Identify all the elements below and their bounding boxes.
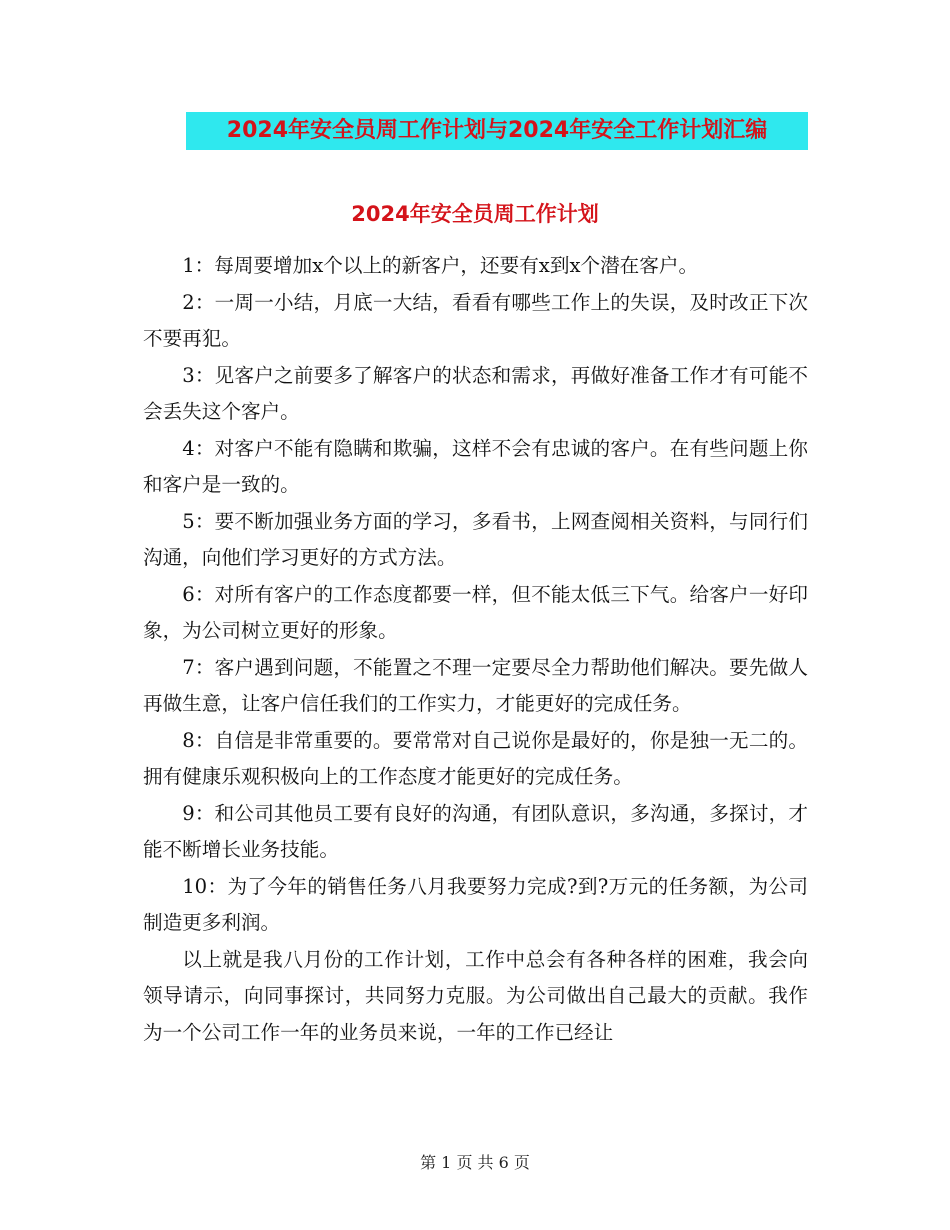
paragraph-summary: 以上就是我八月份的工作计划，工作中总会有各种各样的困难，我会向领导请示，向同事探讨，共同努力克服。为公司做出自己最大的贡献。我作为一个公司工作一年的业务员来说，一年的工作已经让 xyxy=(143,947,808,1044)
paragraph-1: 1：每周要增加x个以上的新客户，还要有x到x个潜在客户。 xyxy=(182,254,699,277)
document-title: 2024年安全员周工作计划与2024年安全工作计划汇编 xyxy=(186,112,808,150)
page-number-footer: 第 1 页 共 6 页 xyxy=(420,1153,530,1172)
paragraph-4: 4：对客户不能有隐瞒和欺骗，这样不会有忠诚的客户。在有些问题上你和客户是一致的。 xyxy=(143,436,808,496)
body-content xyxy=(143,248,808,1051)
paragraph-2: 2：一周一小结，月底一大结，看看有哪些工作上的失误，及时改正下次不要再犯。 xyxy=(143,290,808,350)
paragraph-8: 8：自信是非常重要的。要常常对自己说你是最好的，你是独一无二的。拥有健康乐观积极向上的工作态度才能更好的完成任务。 xyxy=(143,728,808,788)
paragraph-5: 5：要不断加强业务方面的学习，多看书，上网查阅相关资料，与同行们沟通，向他们学习更好的方式方法。 xyxy=(143,509,808,569)
section-title: 2024年安全员周工作计划 xyxy=(351,202,599,226)
paragraph-7: 7：客户遇到问题，不能置之不理一定要尽全力帮助他们解决。要先做人再做生意，让客户信任我们的工作实力，才能更好的完成任务。 xyxy=(143,655,808,715)
paragraph-10: 10：为了今年的销售任务八月我要努力完成?到?万元的任务额，为公司制造更多利润。 xyxy=(143,874,808,934)
paragraph-3: 3：见客户之前要多了解客户的状态和需求，再做好准备工作才有可能不会丢失这个客户。 xyxy=(143,363,808,423)
paragraph-9: 9：和公司其他员工要有良好的沟通，有团队意识，多沟通，多探讨，才能不断增长业务技能。 xyxy=(143,801,808,861)
paragraph-6: 6：对所有客户的工作态度都要一样，但不能太低三下气。给客户一好印象，为公司树立更好的形象。 xyxy=(143,582,808,642)
